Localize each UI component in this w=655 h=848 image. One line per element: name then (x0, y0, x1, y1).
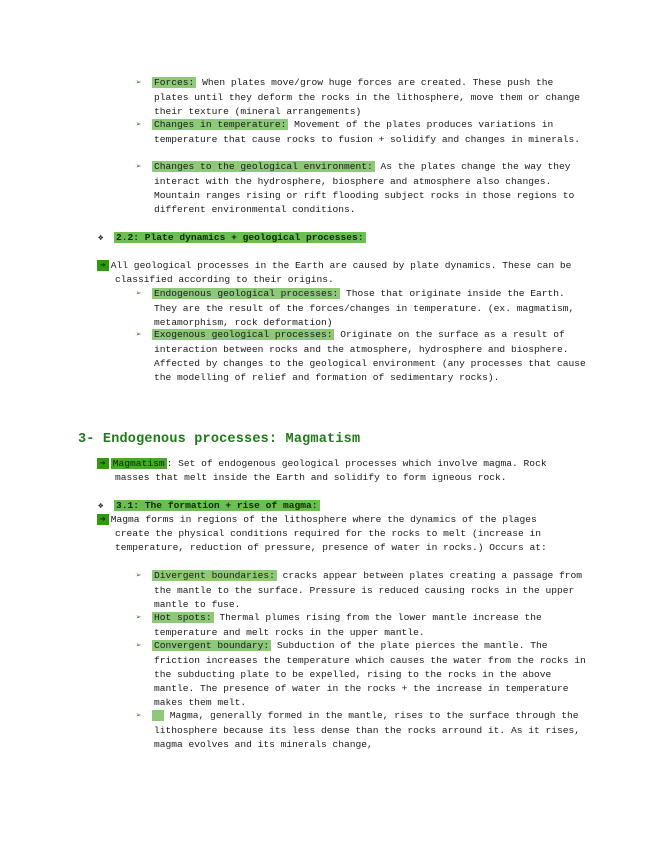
term-label: Convergent boundary: (154, 640, 270, 651)
arrowhead-bullet-icon: ➢ (136, 120, 142, 130)
bullet-text: As the plates change the way they interact with the hydrosphere, biosphere and atmosphere also changes. Mountain ranges rising or rift flooding subject rocks in those regions to different environmental conditions. (154, 161, 575, 215)
arrowhead-bullet-icon: ➢ (136, 289, 142, 299)
term-label: Divergent boundaries: (154, 570, 275, 581)
section-3-1-heading: ❖ 3.1: The formation + rise of magma: (98, 499, 578, 514)
section-2-2-intro: ➔ All geological processes in the Earth are caused by plate dynamics. These can be classified according to their origins. (97, 259, 582, 287)
bullet-magma-rise (136, 709, 586, 752)
term-label (152, 710, 164, 721)
arrowhead-bullet-icon: ➢ (136, 641, 142, 651)
arrowhead-bullet-icon: ➢ (136, 78, 142, 88)
bullet-divergent (136, 569, 586, 612)
bullet-convergent (136, 639, 586, 710)
bullet-text: Subduction of the plate pierces the mantle. The friction increases the temperature which causes the water from the rocks in the subducting plate to be expelled, rising to the rocks in the above mantle. The presence of water in the rocks + the increase in temperature makes them melt. (154, 640, 586, 708)
diamond-bullet-icon: ❖ (98, 501, 104, 511)
term-label: Changes in temperature: (154, 119, 287, 130)
bullet-endogenous (136, 287, 586, 330)
diamond-bullet-icon: ❖ (98, 233, 104, 243)
magmatism-definition: ➔ Magmatism : Set of endogenous geological processes which involve magma. Rock masses that melt inside the Earth and solidify to form igneous rock. (97, 457, 582, 485)
section-3-1-intro: ➔ Magma forms in regions of the lithosphere where the dynamics of the plages create the physical conditions required for the rocks to melt (increase in temperature, reduction of pressure, presence of water in rocks.) Occurs at: (97, 513, 557, 555)
term-label: Magmatism (112, 458, 165, 469)
arrow-bullet-icon: ➔ (97, 514, 109, 525)
bullet-text: Magma, generally formed in the mantle, rises to the surface through the lithosphere because its less dense than the rocks arround it. As it rises, magma evolves and its minerals change, (154, 710, 581, 750)
bullet-text: Thermal plumes rising from the lower mantle increase the temperature and melt rocks in the upper mantle. (154, 612, 542, 638)
bullet-text: Those that originate inside the Earth. They are the result of the forces/changes in temperature. (ex. magmatism, metamorphism, rock deformation) (154, 288, 575, 328)
bullet-environment (136, 160, 586, 217)
bullet-forces (136, 76, 586, 119)
arrowhead-bullet-icon: ➢ (136, 330, 142, 340)
bullet-text: When plates move/grow huge forces are created. These push the plates until they deform the rocks in the lithosphere, move them or change their texture (mineral arrangements) (154, 77, 581, 117)
bullet-temperature (136, 118, 586, 147)
section-3-title: 3- Endogenous processes: Magmatism (78, 432, 361, 447)
arrowhead-bullet-icon: ➢ (136, 711, 142, 721)
arrow-bullet-icon: ➔ (97, 458, 109, 469)
arrowhead-bullet-icon: ➢ (136, 162, 142, 172)
term-label: Forces: (154, 77, 195, 88)
section-2-2-heading: ❖ 2.2: Plate dynamics + geological processes: (98, 231, 578, 246)
term-label: Endogenous geological processes: (154, 288, 339, 299)
bullet-text: Movement of the plates produces variations in temperature that cause rocks to fusion + solidify and changes in minerals. (154, 119, 581, 145)
bullet-text: Originate on the surface as a result of interaction between rocks and the atmosphere, hydrosphere and biosphere. Affected by changes to the geological environment (any processes that cause the modelling of relief and formation of sedimentary rocks). (154, 329, 586, 383)
bullet-text: cracks appear between plates creating a passage from the mantle to the surface. Pressure is reduced causing rocks in the upper mantle to fuse. (154, 570, 583, 610)
arrow-bullet-icon: ➔ (97, 260, 109, 271)
arrowhead-bullet-icon: ➢ (136, 571, 142, 581)
arrowhead-bullet-icon: ➢ (136, 613, 142, 623)
bullet-exogenous (136, 328, 586, 385)
term-label: Hot spots: (154, 612, 212, 623)
bullet-hot-spots (136, 611, 586, 640)
term-label: Exogenous geological processes: (154, 329, 333, 340)
term-label: Changes to the geological environment: (154, 161, 373, 172)
